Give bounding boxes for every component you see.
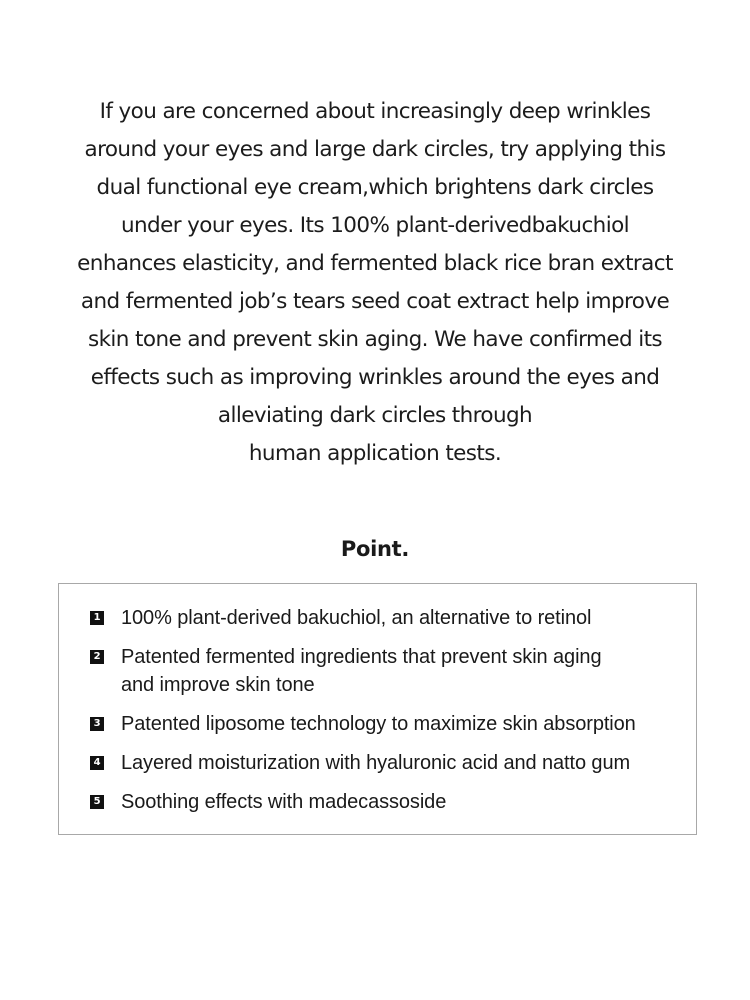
point-heading: Point.: [340, 537, 410, 561]
point-text-line: 100% plant-derived bakuchiol, an alternative to retinol: [121, 607, 592, 629]
intro-line: skin tone and prevent skin aging. We have confirmed its: [87, 327, 663, 352]
point-text-line: Soothing effects with madecassoside: [121, 791, 447, 813]
number-badge-icon: 5: [90, 795, 104, 809]
point-text: [121, 710, 636, 738]
point-item-5: [90, 788, 686, 816]
point-text: [121, 788, 446, 816]
intro-line: enhances elasticity, and fermented black rice bran extract: [77, 251, 673, 276]
point-list: [90, 604, 686, 827]
intro-line: around your eyes and large dark circles, try applying this: [84, 137, 666, 162]
number-badge-icon: 3: [90, 717, 104, 731]
point-text-line: Patented fermented ingredients that prevent skin aging: [121, 646, 602, 668]
point-text: [121, 604, 591, 632]
intro-line: effects such as improving wrinkles around the eyes and: [90, 365, 660, 390]
intro-line: and fermented job’s tears seed coat extract help improve: [80, 289, 670, 314]
point-item-2: [90, 643, 686, 699]
intro-line: alleviating dark circles through: [217, 403, 533, 428]
point-text-line: Layered moisturization with hyaluronic acid and natto gum: [121, 752, 631, 774]
point-item-4: [90, 749, 686, 777]
intro-line: under your eyes. Its 100% plant-derivedbakuchiol: [120, 213, 630, 238]
point-item-1: [90, 604, 686, 632]
number-badge-icon: 4: [90, 756, 104, 770]
number-badge-icon: 2: [90, 650, 104, 664]
point-text-line: Patented liposome technology to maximize skin absorption: [121, 713, 636, 735]
number-badge-icon: 1: [90, 611, 104, 625]
point-item-3: [90, 710, 686, 738]
intro-paragraph: [40, 93, 710, 473]
intro-line: human application tests.: [248, 441, 502, 466]
intro-line: If you are concerned about increasingly deep wrinkles: [99, 99, 651, 124]
point-text: [121, 643, 601, 699]
point-text: [121, 749, 630, 777]
intro-line: dual functional eye cream,which brightens dark circles: [96, 175, 654, 200]
point-text-line: and improve skin tone: [121, 674, 315, 696]
point-box: [58, 583, 697, 835]
